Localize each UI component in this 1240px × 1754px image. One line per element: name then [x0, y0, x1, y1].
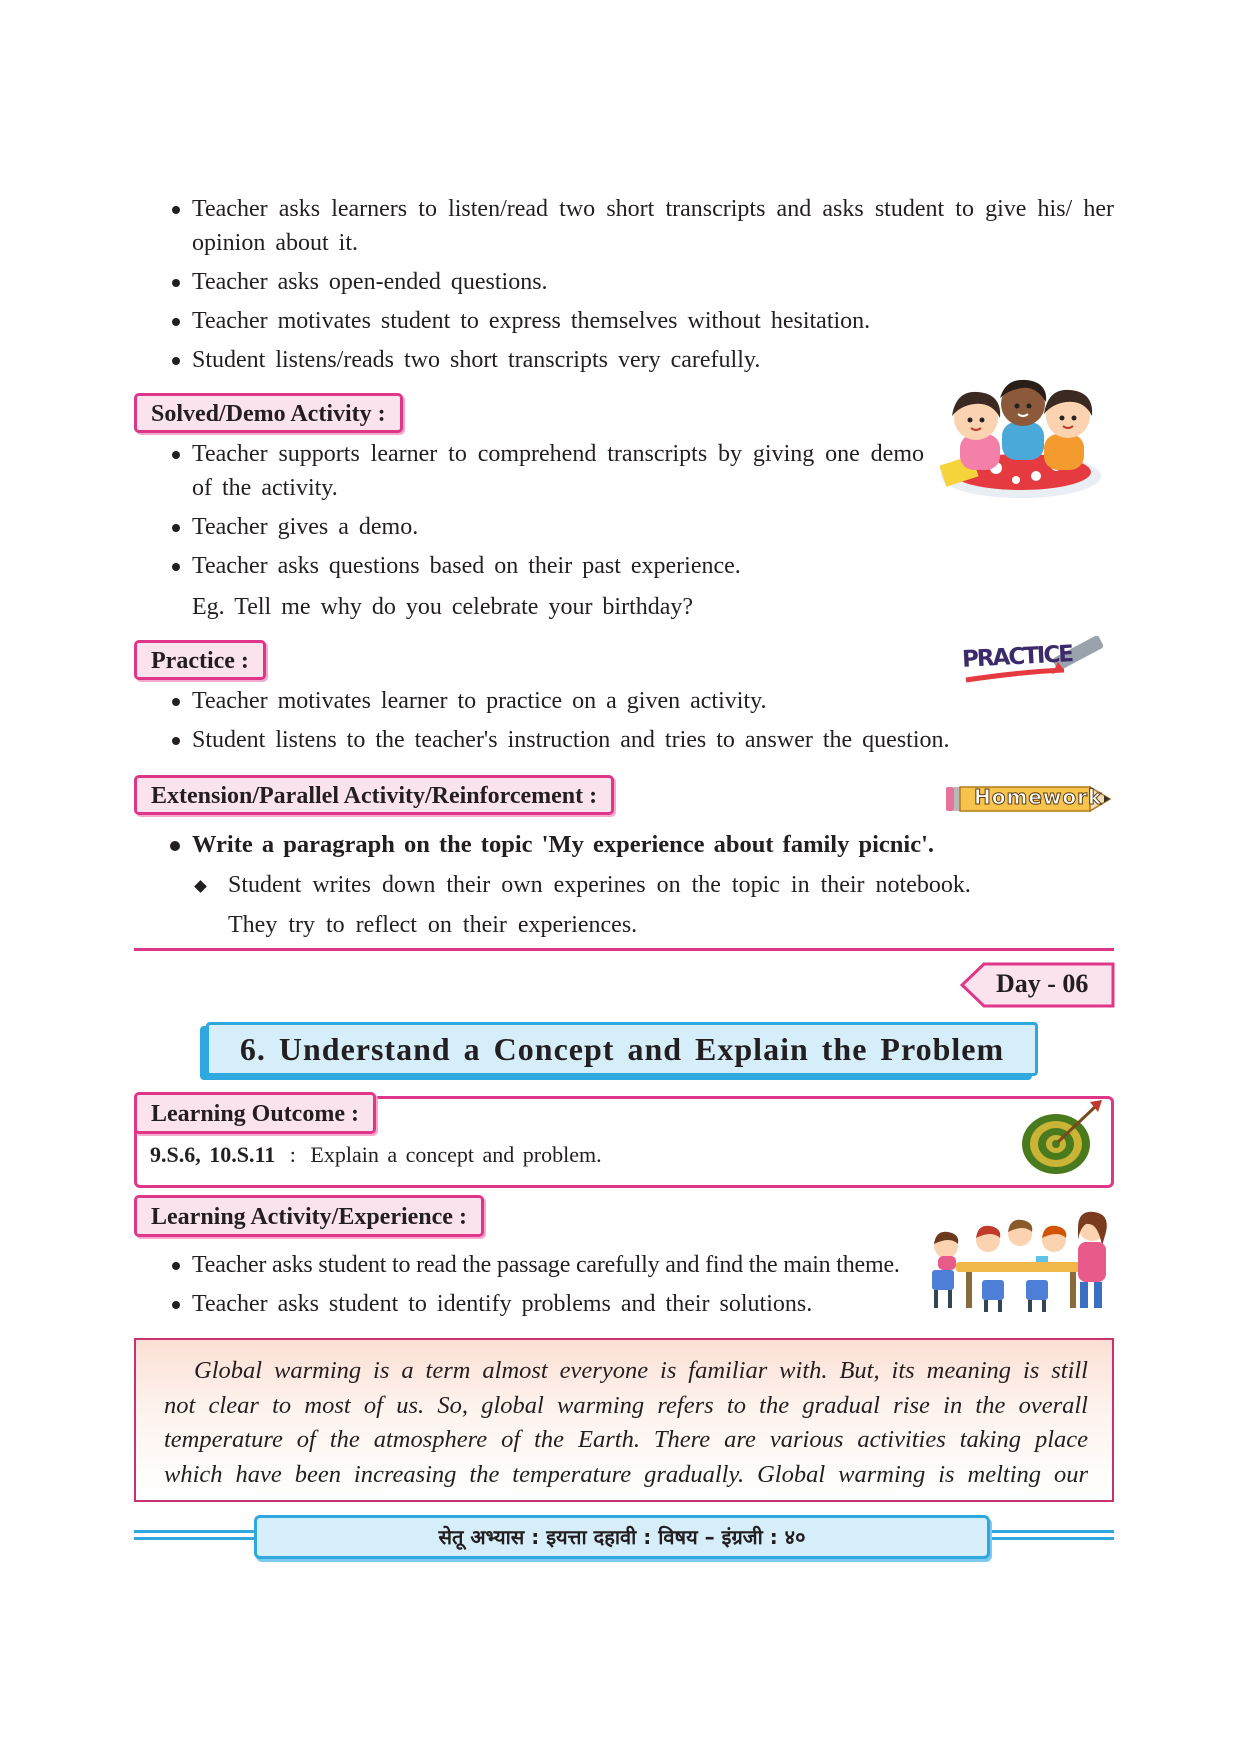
- learning-activity-bullets: [134, 1248, 934, 1326]
- section-divider: [134, 948, 1114, 951]
- list-item: Teacher asks learners to listen/read two short transcripts and asks student to give his/ her opinion about it.: [134, 192, 1114, 260]
- list-item: Teacher asks open-ended questions.: [134, 265, 1114, 299]
- homework-pencil-sticker: Homework: [944, 784, 1114, 814]
- chapter-title: 6. Understand a Concept and Explain the Problem: [206, 1022, 1038, 1076]
- practice-bullets: [134, 684, 1114, 762]
- extension-heading: Extension/Parallel Activity/Reinforcement :: [134, 775, 614, 815]
- list-item: Teacher motivates learner to practice on a given activity.: [134, 684, 1114, 718]
- practice-sticker: PRACTICE: [960, 636, 1110, 692]
- day-label-tag: Day - 06: [960, 962, 1115, 1008]
- bullet-dot: [170, 841, 180, 851]
- list-item: Teacher asks questions based on their past experience.: [134, 549, 924, 583]
- list-item: Teacher asks student to read the passage carefully and find the main theme.: [134, 1248, 934, 1282]
- passage-box: Global warming is a term almost everyone is familiar with. But, its meaning is still not clear to most of us. So, global warming refers to the gradual rise in the overall temperature of the atmosphere of the Earth. There are various activities taking place which have been increasing the temperature gradually. Global warming is melting our: [134, 1338, 1114, 1502]
- list-item: Teacher gives a demo.: [134, 510, 924, 544]
- example-text: Eg. Tell me why do you celebrate your birthday?: [192, 594, 694, 620]
- learning-activity-heading: Learning Activity/Experience :: [134, 1195, 484, 1237]
- children-playing-illustration: [926, 376, 1116, 502]
- extension-subpoint: Student writes down their own experines on the topic in their notebook. They try to reflect on their experiences.: [134, 868, 1114, 942]
- solved-demo-heading: Solved/Demo Activity :: [134, 393, 403, 433]
- list-item: Teacher supports learner to comprehend transcripts by giving one demo of the activity.: [134, 437, 924, 505]
- top-bullet-list: [134, 192, 1114, 382]
- target-icon: [1016, 1098, 1106, 1176]
- list-item: Teacher motivates student to express themselves without hesitation.: [134, 304, 1114, 338]
- extension-task: Write a paragraph on the topic 'My experience about family picnic'.: [134, 828, 1114, 862]
- learning-outcome-heading: Learning Outcome :: [134, 1092, 376, 1134]
- classroom-illustration: [926, 1210, 1116, 1314]
- solved-demo-bullets: [134, 437, 924, 588]
- list-item: Student listens/reads two short transcripts very carefully.: [134, 343, 1114, 377]
- page-footer: सेतू अभ्यास : इयत्ता दहावी : विषय – इंग्रजी : ४०: [254, 1515, 990, 1559]
- practice-heading: Practice :: [134, 640, 266, 680]
- list-item: Student listens to the teacher's instruction and tries to answer the question.: [134, 723, 1114, 757]
- list-item: Teacher asks student to identify problems and their solutions.: [134, 1287, 934, 1321]
- learning-outcome-text: 9.S.6, 10.S.11 : Explain a concept and problem.: [150, 1142, 602, 1167]
